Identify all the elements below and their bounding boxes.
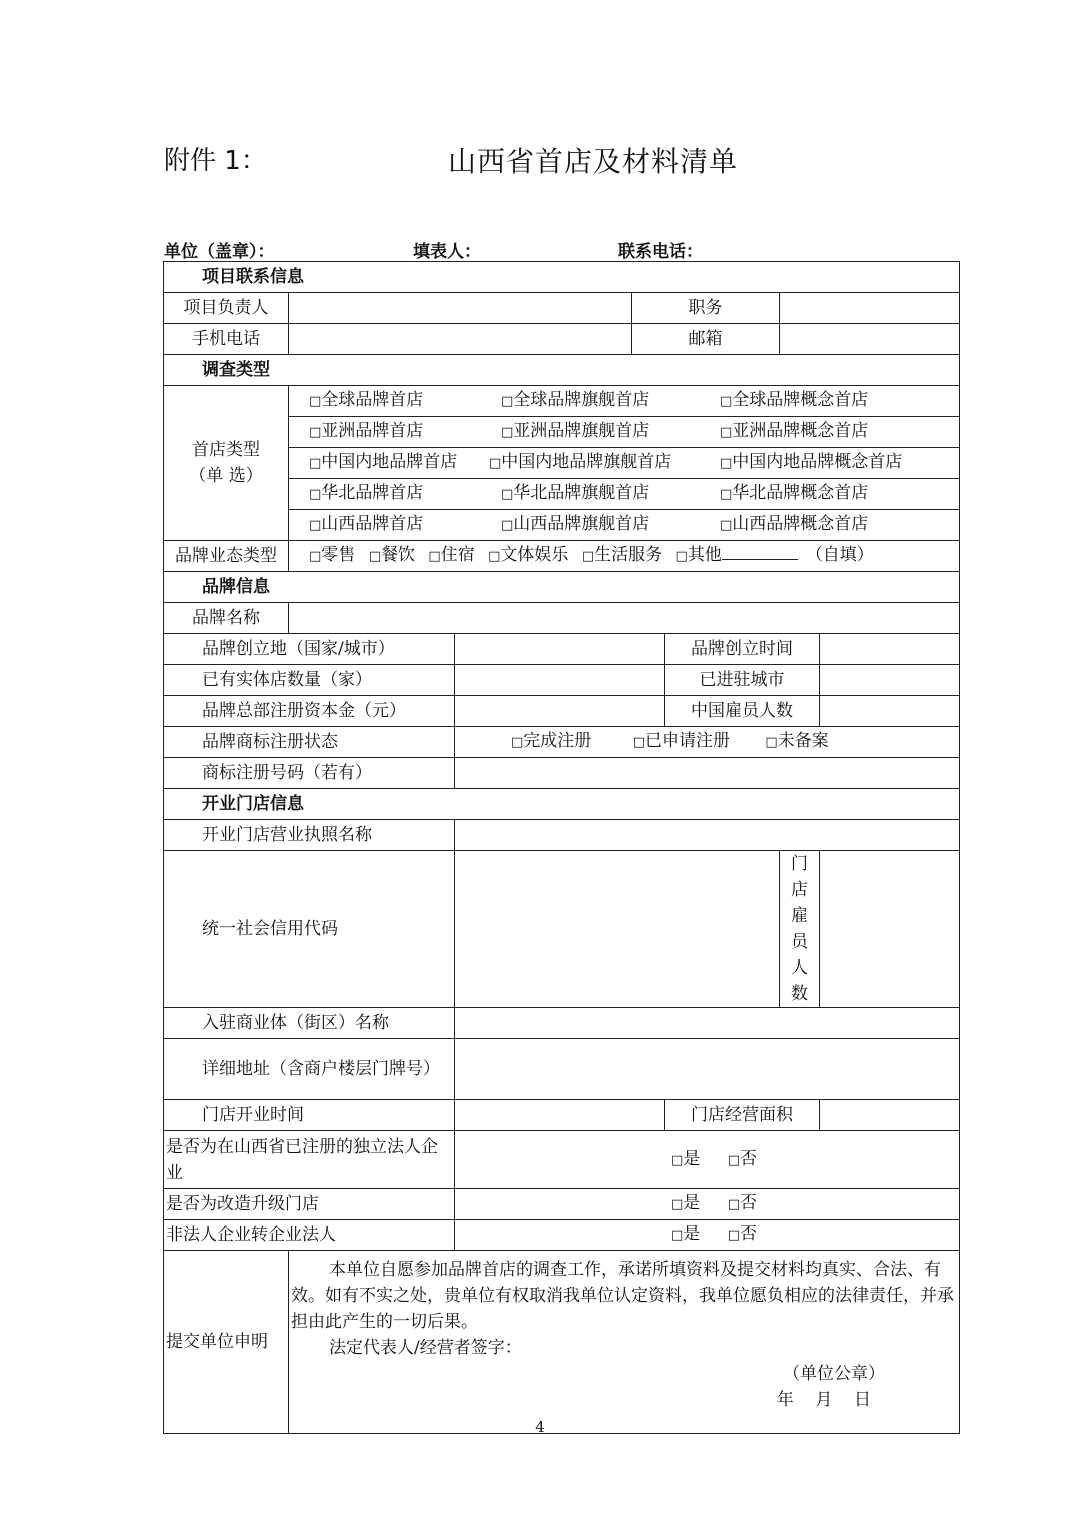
signature-label: 法定代表人/经营者签字： bbox=[329, 1338, 522, 1358]
employees-input[interactable] bbox=[820, 696, 960, 727]
section-survey: 调查类型 bbox=[164, 355, 960, 386]
brand-founded-label: 品牌创立时间 bbox=[665, 634, 820, 665]
store-type-row-4 bbox=[289, 510, 960, 541]
store-type-option[interactable]: □山西品牌旗舰首店 bbox=[501, 514, 650, 534]
legal-entity-question: 是否为在山西省已注册的独立法人企业 bbox=[164, 1131, 455, 1189]
convert-options bbox=[455, 1220, 960, 1251]
date-label: 年 月 日 bbox=[776, 1390, 872, 1410]
store-type-option[interactable]: □中国内地品牌首店 bbox=[309, 452, 458, 472]
page-number: 4 bbox=[535, 1418, 545, 1436]
store-type-option[interactable]: □华北品牌概念首店 bbox=[720, 483, 869, 503]
cities-input[interactable] bbox=[820, 665, 960, 696]
position-input[interactable] bbox=[780, 293, 960, 324]
checkbox-icon: □ bbox=[727, 1228, 740, 1243]
phone-label: 联系电话： bbox=[618, 242, 703, 262]
checkbox-icon: □ bbox=[671, 1228, 684, 1243]
yes-option[interactable]: □是 bbox=[671, 1193, 701, 1213]
brand-name-label: 品牌名称 bbox=[164, 603, 289, 634]
checkbox-icon: □ bbox=[501, 394, 514, 409]
license-name-input[interactable] bbox=[455, 820, 960, 851]
capital-label: 品牌总部注册资本金（元） bbox=[164, 696, 455, 727]
declaration-cell bbox=[289, 1251, 960, 1434]
checkbox-icon: □ bbox=[720, 394, 733, 409]
store-type-option[interactable]: □中国内地品牌概念首店 bbox=[720, 452, 903, 472]
brand-origin-label: 品牌创立地（国家/城市） bbox=[164, 634, 455, 665]
open-time-label: 门店开业时间 bbox=[164, 1100, 455, 1131]
open-time-input[interactable] bbox=[455, 1100, 665, 1131]
yes-option[interactable]: □是 bbox=[671, 1224, 701, 1244]
checkbox-icon: □ bbox=[501, 425, 514, 440]
checkbox-icon: □ bbox=[488, 549, 501, 564]
store-type-hint: （单 选） bbox=[189, 466, 263, 486]
declaration-label: 提交单位申明 bbox=[164, 1251, 289, 1434]
mall-input[interactable] bbox=[455, 1008, 960, 1039]
credit-code-label: 统一社会信用代码 bbox=[164, 851, 455, 1008]
format-option[interactable]: □零售 bbox=[309, 545, 356, 565]
upgrade-options bbox=[455, 1189, 960, 1220]
checkbox-icon: □ bbox=[309, 549, 322, 564]
format-option[interactable]: □餐饮 bbox=[368, 545, 415, 565]
trademark-status-label: 品牌商标注册状态 bbox=[164, 727, 455, 758]
upgrade-question: 是否为改造升级门店 bbox=[164, 1189, 455, 1220]
attachment-label: 附件 1： bbox=[164, 146, 267, 176]
area-label: 门店经营面积 bbox=[665, 1100, 820, 1131]
section-store: 开业门店信息 bbox=[164, 789, 960, 820]
checkbox-icon: □ bbox=[720, 518, 733, 533]
store-type-option[interactable]: □全球品牌概念首店 bbox=[720, 390, 869, 410]
cities-label: 已进驻城市 bbox=[665, 665, 820, 696]
store-type-option[interactable]: □中国内地品牌旗舰首店 bbox=[489, 452, 672, 472]
store-staff-input[interactable] bbox=[820, 851, 960, 1008]
format-option[interactable]: □住宿 bbox=[428, 545, 475, 565]
convert-question: 非法人企业转企业法人 bbox=[164, 1220, 455, 1251]
checkbox-icon: □ bbox=[581, 549, 595, 564]
checkbox-icon: □ bbox=[309, 394, 322, 409]
store-type-option[interactable]: □山西品牌首店 bbox=[309, 514, 424, 534]
brand-origin-input[interactable] bbox=[455, 634, 665, 665]
area-input[interactable] bbox=[820, 1100, 960, 1131]
store-type-option[interactable]: □亚洲品牌概念首店 bbox=[720, 421, 869, 441]
seal-label: （单位公章） bbox=[783, 1364, 886, 1384]
checkbox-icon: □ bbox=[727, 1197, 740, 1212]
yes-option[interactable]: □是 bbox=[671, 1148, 701, 1169]
checkbox-icon: □ bbox=[489, 456, 502, 471]
checkbox-icon: □ bbox=[309, 487, 322, 502]
leader-label: 项目负责人 bbox=[164, 293, 289, 324]
checkbox-icon: □ bbox=[765, 735, 778, 750]
trademark-option[interactable]: □已申请注册 bbox=[632, 731, 730, 751]
trademark-option[interactable]: □完成注册 bbox=[511, 731, 592, 751]
store-count-label: 已有实体店数量（家） bbox=[164, 665, 455, 696]
trademark-option[interactable]: □未备案 bbox=[765, 731, 829, 751]
email-label: 邮箱 bbox=[632, 324, 780, 355]
checkbox-icon: □ bbox=[368, 549, 381, 564]
format-label: 品牌业态类型 bbox=[164, 541, 289, 572]
leader-input[interactable] bbox=[289, 293, 632, 324]
store-type-label: 首店类型 bbox=[192, 440, 260, 460]
format-option[interactable]: □生活服务 bbox=[581, 545, 663, 565]
checkbox-icon: □ bbox=[720, 456, 733, 471]
unit-seal-label: 单位（盖章）： bbox=[164, 242, 275, 262]
store-type-row-3 bbox=[289, 479, 960, 510]
brand-founded-input[interactable] bbox=[820, 634, 960, 665]
store-type-label-cell bbox=[164, 386, 289, 541]
checkbox-icon: □ bbox=[671, 1152, 684, 1168]
checkbox-icon: □ bbox=[309, 425, 322, 440]
store-type-row-1 bbox=[289, 417, 960, 448]
trademark-no-input[interactable] bbox=[455, 758, 960, 789]
checkbox-icon: □ bbox=[675, 549, 688, 564]
store-type-option[interactable]: □全球品牌首店 bbox=[309, 390, 424, 410]
checkbox-icon: □ bbox=[501, 518, 514, 533]
section-contact: 项目联系信息 bbox=[164, 262, 960, 293]
checkbox-icon: □ bbox=[511, 735, 524, 750]
checkbox-icon: □ bbox=[309, 518, 322, 533]
store-type-option[interactable]: □华北品牌首店 bbox=[309, 483, 424, 503]
format-option[interactable]: □文体娱乐 bbox=[488, 545, 569, 565]
no-option[interactable]: □否 bbox=[727, 1224, 757, 1244]
document-title: 山西省首店及材料清单 bbox=[448, 145, 739, 178]
filler-label: 填表人： bbox=[413, 242, 481, 262]
store-type-option[interactable]: □华北品牌旗舰首店 bbox=[501, 483, 650, 503]
store-type-option[interactable]: □亚洲品牌首店 bbox=[309, 421, 424, 441]
checkbox-icon: □ bbox=[428, 549, 441, 564]
checkbox-icon: □ bbox=[671, 1197, 684, 1212]
checkbox-icon: □ bbox=[727, 1152, 740, 1168]
other-fill-line[interactable] bbox=[722, 545, 798, 560]
email-input[interactable] bbox=[780, 324, 960, 355]
checkbox-icon: □ bbox=[632, 735, 645, 750]
license-name-label: 开业门店营业执照名称 bbox=[164, 820, 455, 851]
brand-name-input[interactable] bbox=[289, 603, 960, 634]
mall-label: 入驻商业体（街区）名称 bbox=[164, 1008, 455, 1039]
declaration-text: 本单位自愿参加品牌首店的调查工作，承诺所填资料及提交材料均真实、合法、有效。如有不实之处，贵单位有权取消我单位认定资料，我单位愿负相应的法律责任，并承担由此产生的一切后果。 bbox=[291, 1260, 954, 1332]
position-label: 职务 bbox=[632, 293, 780, 324]
section-brand: 品牌信息 bbox=[164, 572, 960, 603]
legal-entity-options bbox=[455, 1131, 960, 1189]
store-type-option[interactable]: □全球品牌旗舰首店 bbox=[501, 390, 650, 410]
store-type-option[interactable]: □亚洲品牌旗舰首店 bbox=[501, 421, 650, 441]
address-input[interactable] bbox=[455, 1039, 960, 1100]
trademark-no-label: 商标注册号码（若有） bbox=[164, 758, 455, 789]
address-label: 详细地址（含商户楼层门牌号） bbox=[164, 1039, 455, 1100]
checkbox-icon: □ bbox=[309, 456, 322, 471]
store-type-row-2 bbox=[289, 448, 960, 479]
title-row bbox=[164, 140, 964, 184]
credit-code-input[interactable] bbox=[455, 851, 780, 1008]
checkbox-icon: □ bbox=[720, 487, 733, 502]
capital-input[interactable] bbox=[455, 696, 665, 727]
no-option[interactable]: □否 bbox=[727, 1148, 757, 1169]
format-option[interactable]: □其他 bbox=[675, 545, 722, 565]
store-count-input[interactable] bbox=[455, 665, 665, 696]
format-selffill: （自填） bbox=[805, 545, 874, 565]
checkbox-icon: □ bbox=[720, 425, 733, 440]
store-staff-label: 门店雇员人数 bbox=[780, 851, 820, 1008]
trademark-options bbox=[455, 727, 960, 758]
form-table bbox=[163, 261, 960, 1434]
format-options bbox=[289, 541, 960, 572]
checkbox-icon: □ bbox=[501, 487, 514, 502]
employees-label: 中国雇员人数 bbox=[665, 696, 820, 727]
mobile-input[interactable] bbox=[289, 324, 632, 355]
store-type-row-0 bbox=[289, 386, 960, 417]
store-type-option[interactable]: □山西品牌概念首店 bbox=[720, 514, 869, 534]
no-option[interactable]: □否 bbox=[727, 1193, 757, 1213]
mobile-label: 手机电话 bbox=[164, 324, 289, 355]
